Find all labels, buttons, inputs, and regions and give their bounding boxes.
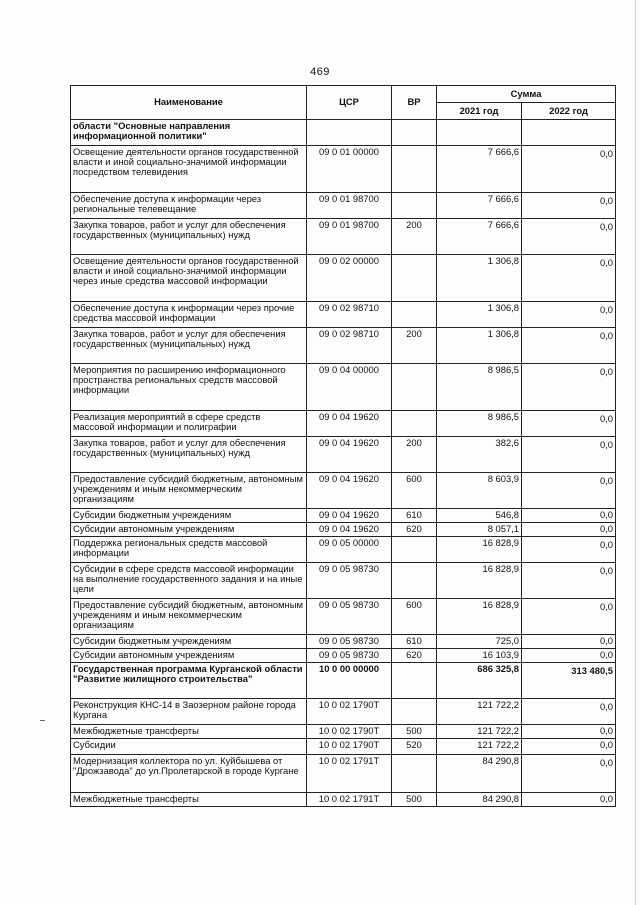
table-row xyxy=(71,509,616,523)
name-cell: Модернизация коллектора по ул. Куйбышева от "Дрожзавода" до ул.Пролетарской в городе Кургане xyxy=(71,755,307,793)
table-row xyxy=(71,793,616,807)
csr-cell: 09 0 04 19620 xyxy=(307,411,392,437)
table-row xyxy=(71,411,616,437)
sum-2021-cell: 725,0 xyxy=(437,635,522,649)
table-row xyxy=(71,219,616,255)
scan-edge xyxy=(635,0,636,905)
csr-cell: 10 0 02 1790Т xyxy=(307,725,392,739)
header-name: Наименование xyxy=(71,86,307,120)
name-cell: Реализация мероприятий в сфере средств массовой информации и полиграфии xyxy=(71,411,307,437)
vr-cell xyxy=(392,537,437,563)
sum-2021-cell: 16 828,9 xyxy=(437,563,522,599)
vr-cell: 600 xyxy=(392,473,437,509)
name-cell: Реконструкция КНС-14 в Заозерном районе города Кургана xyxy=(71,699,307,725)
page-number: 469 xyxy=(310,66,330,78)
table-row xyxy=(71,725,616,739)
vr-cell: 520 xyxy=(392,739,437,755)
sum-2022-cell: 0,0 xyxy=(522,699,616,725)
sum-2021-cell: 16 828,9 xyxy=(437,599,522,635)
sum-2022-cell: 0,0 xyxy=(522,755,616,793)
vr-cell xyxy=(392,120,437,146)
vr-cell xyxy=(392,364,437,411)
sum-2022-cell: 0,0 xyxy=(522,364,616,411)
csr-cell: 09 0 04 19620 xyxy=(307,509,392,523)
table-row xyxy=(71,563,616,599)
sum-2022-cell: 0,0 xyxy=(522,509,616,523)
table-row xyxy=(71,755,616,793)
vr-cell xyxy=(392,563,437,599)
sum-2021-cell: 382,6 xyxy=(437,437,522,473)
sum-2022-cell: 0,0 xyxy=(522,146,616,193)
name-cell: Субсидии в сфере средств массовой информации на выполнение государственного задания и на иные цели xyxy=(71,563,307,599)
table-row xyxy=(71,437,616,473)
name-cell: Закупка товаров, работ и услуг для обеспечения государственных (муниципальных) нужд xyxy=(71,437,307,473)
sum-2022-cell: 0,0 xyxy=(522,649,616,663)
header-csr: ЦСР xyxy=(307,86,392,120)
csr-cell: 09 0 02 00000 xyxy=(307,255,392,302)
sum-2021-cell: 1 306,8 xyxy=(437,328,522,364)
name-cell: Предоставление субсидий бюджетным, автономным учреждениям и иным некоммерческим организациям xyxy=(71,599,307,635)
csr-cell: 09 0 04 19620 xyxy=(307,473,392,509)
sum-2022-cell: 0,0 xyxy=(522,523,616,537)
sum-2021-cell: 16 103,9 xyxy=(437,649,522,663)
vr-cell xyxy=(392,663,437,699)
sum-2021-cell: 686 325,8 xyxy=(437,663,522,699)
vr-cell xyxy=(392,146,437,193)
csr-cell: 10 0 02 1791Т xyxy=(307,793,392,807)
sum-2022-cell: 0,0 xyxy=(522,563,616,599)
vr-cell xyxy=(392,302,437,328)
csr-cell: 10 0 00 00000 xyxy=(307,663,392,699)
name-cell: области "Основные направления информационной политики" xyxy=(71,120,307,146)
sum-2021-cell: 16 828,9 xyxy=(437,537,522,563)
sum-2022-cell: 0,0 xyxy=(522,411,616,437)
sum-2022-cell: 0,0 xyxy=(522,793,616,807)
table-row xyxy=(71,523,616,537)
sum-2022-cell xyxy=(522,120,616,146)
vr-cell: 610 xyxy=(392,635,437,649)
table-row xyxy=(71,302,616,328)
csr-cell: 09 0 05 98730 xyxy=(307,599,392,635)
name-cell: Субсидии автономным учреждениям xyxy=(71,649,307,663)
table-header xyxy=(71,86,616,120)
sum-2022-cell: 313 480,5 xyxy=(522,663,616,699)
name-cell: Субсидии xyxy=(71,739,307,755)
budget-table xyxy=(70,85,616,807)
vr-cell: 200 xyxy=(392,328,437,364)
vr-cell: 620 xyxy=(392,649,437,663)
name-cell: Поддержка региональных средств массовой информации xyxy=(71,537,307,563)
sum-2021-cell: 121 722,2 xyxy=(437,699,522,725)
name-cell: Обеспечение доступа к информации через прочие средства массовой информации xyxy=(71,302,307,328)
name-cell: Обеспечение доступа к информации через региональные телевещание xyxy=(71,193,307,219)
table-row xyxy=(71,739,616,755)
csr-cell: 09 0 04 00000 xyxy=(307,364,392,411)
csr-cell: 09 0 02 98710 xyxy=(307,328,392,364)
vr-cell: 500 xyxy=(392,725,437,739)
sum-2021-cell: 546,8 xyxy=(437,509,522,523)
table-body xyxy=(71,120,616,807)
sum-2022-cell: 0,0 xyxy=(522,537,616,563)
header-2021: 2021 год xyxy=(437,103,522,120)
csr-cell: 09 0 04 19620 xyxy=(307,523,392,537)
sum-2022-cell: 0,0 xyxy=(522,193,616,219)
name-cell: Субсидии бюджетным учреждениям xyxy=(71,509,307,523)
vr-cell: 600 xyxy=(392,599,437,635)
table-row xyxy=(71,663,616,699)
csr-cell: 09 0 01 00000 xyxy=(307,146,392,193)
sum-2021-cell: 1 306,8 xyxy=(437,255,522,302)
csr-cell: 09 0 05 00000 xyxy=(307,537,392,563)
margin-mark xyxy=(40,720,45,721)
sum-2021-cell: 84 290,8 xyxy=(437,793,522,807)
sum-2022-cell: 0,0 xyxy=(522,219,616,255)
table-row xyxy=(71,599,616,635)
sum-2021-cell: 7 666,6 xyxy=(437,146,522,193)
vr-cell: 200 xyxy=(392,219,437,255)
vr-cell xyxy=(392,193,437,219)
sum-2022-cell: 0,0 xyxy=(522,725,616,739)
table-row xyxy=(71,364,616,411)
sum-2021-cell: 7 666,6 xyxy=(437,219,522,255)
table-row xyxy=(71,255,616,302)
vr-cell xyxy=(392,411,437,437)
sum-2021-cell: 121 722,2 xyxy=(437,725,522,739)
csr-cell: 09 0 01 98700 xyxy=(307,193,392,219)
sum-2022-cell: 0,0 xyxy=(522,328,616,364)
sum-2021-cell xyxy=(437,120,522,146)
sum-2021-cell: 8 986,5 xyxy=(437,411,522,437)
table-row xyxy=(71,473,616,509)
sum-2021-cell: 1 306,8 xyxy=(437,302,522,328)
header-vr: ВР xyxy=(392,86,437,120)
sum-2021-cell: 8 057,1 xyxy=(437,523,522,537)
csr-cell: 09 0 05 98730 xyxy=(307,563,392,599)
sum-2021-cell: 121 722,2 xyxy=(437,739,522,755)
vr-cell xyxy=(392,699,437,725)
vr-cell xyxy=(392,255,437,302)
table-row xyxy=(71,537,616,563)
vr-cell: 610 xyxy=(392,509,437,523)
sum-2022-cell: 0,0 xyxy=(522,302,616,328)
csr-cell: 09 0 02 98710 xyxy=(307,302,392,328)
name-cell: Государственная программа Курганской области "Развитие жилищного строительства" xyxy=(71,663,307,699)
sum-2022-cell: 0,0 xyxy=(522,635,616,649)
sum-2022-cell: 0,0 xyxy=(522,739,616,755)
csr-cell: 09 0 04 19620 xyxy=(307,437,392,473)
name-cell: Мероприятия по расширению информационного пространства региональных средств массовой информации xyxy=(71,364,307,411)
name-cell: Освещение деятельности органов государственной власти и иной социально-значимой информации посредством телевидения xyxy=(71,146,307,193)
sum-2021-cell: 8 603,9 xyxy=(437,473,522,509)
csr-cell: 09 0 05 98730 xyxy=(307,635,392,649)
vr-cell: 620 xyxy=(392,523,437,537)
name-cell: Закупка товаров, работ и услуг для обеспечения государственных (муниципальных) нужд xyxy=(71,219,307,255)
csr-cell: 10 0 02 1791Т xyxy=(307,755,392,793)
name-cell: Субсидии автономным учреждениям xyxy=(71,523,307,537)
vr-cell xyxy=(392,755,437,793)
sum-2022-cell: 0,0 xyxy=(522,599,616,635)
csr-cell xyxy=(307,120,392,146)
sum-2021-cell: 84 290,8 xyxy=(437,755,522,793)
table-row xyxy=(71,649,616,663)
sum-2021-cell: 8 986,5 xyxy=(437,364,522,411)
sum-2022-cell: 0,0 xyxy=(522,473,616,509)
name-cell: Межбюджетные трансферты xyxy=(71,793,307,807)
vr-cell: 500 xyxy=(392,793,437,807)
sum-2021-cell: 7 666,6 xyxy=(437,193,522,219)
name-cell: Предоставление субсидий бюджетным, автономным учреждениям и иным некоммерческим организациям xyxy=(71,473,307,509)
header-2022: 2022 год xyxy=(522,103,616,120)
csr-cell: 09 0 01 98700 xyxy=(307,219,392,255)
vr-cell: 200 xyxy=(392,437,437,473)
csr-cell: 10 0 02 1790Т xyxy=(307,699,392,725)
name-cell: Межбюджетные трансферты xyxy=(71,725,307,739)
csr-cell: 10 0 02 1790Т xyxy=(307,739,392,755)
sum-2022-cell: 0,0 xyxy=(522,255,616,302)
csr-cell: 09 0 05 98730 xyxy=(307,649,392,663)
table-row xyxy=(71,120,616,146)
table-row xyxy=(71,635,616,649)
table-row xyxy=(71,146,616,193)
table-row xyxy=(71,193,616,219)
header-sum: Сумма xyxy=(437,86,616,103)
name-cell: Освещение деятельности органов государственной власти и иной социально-значимой информации через иные средства массовой информации xyxy=(71,255,307,302)
table-row xyxy=(71,328,616,364)
name-cell: Субсидии бюджетным учреждениям xyxy=(71,635,307,649)
sum-2022-cell: 0,0 xyxy=(522,437,616,473)
table-row xyxy=(71,699,616,725)
name-cell: Закупка товаров, работ и услуг для обеспечения государственных (муниципальных) нужд xyxy=(71,328,307,364)
